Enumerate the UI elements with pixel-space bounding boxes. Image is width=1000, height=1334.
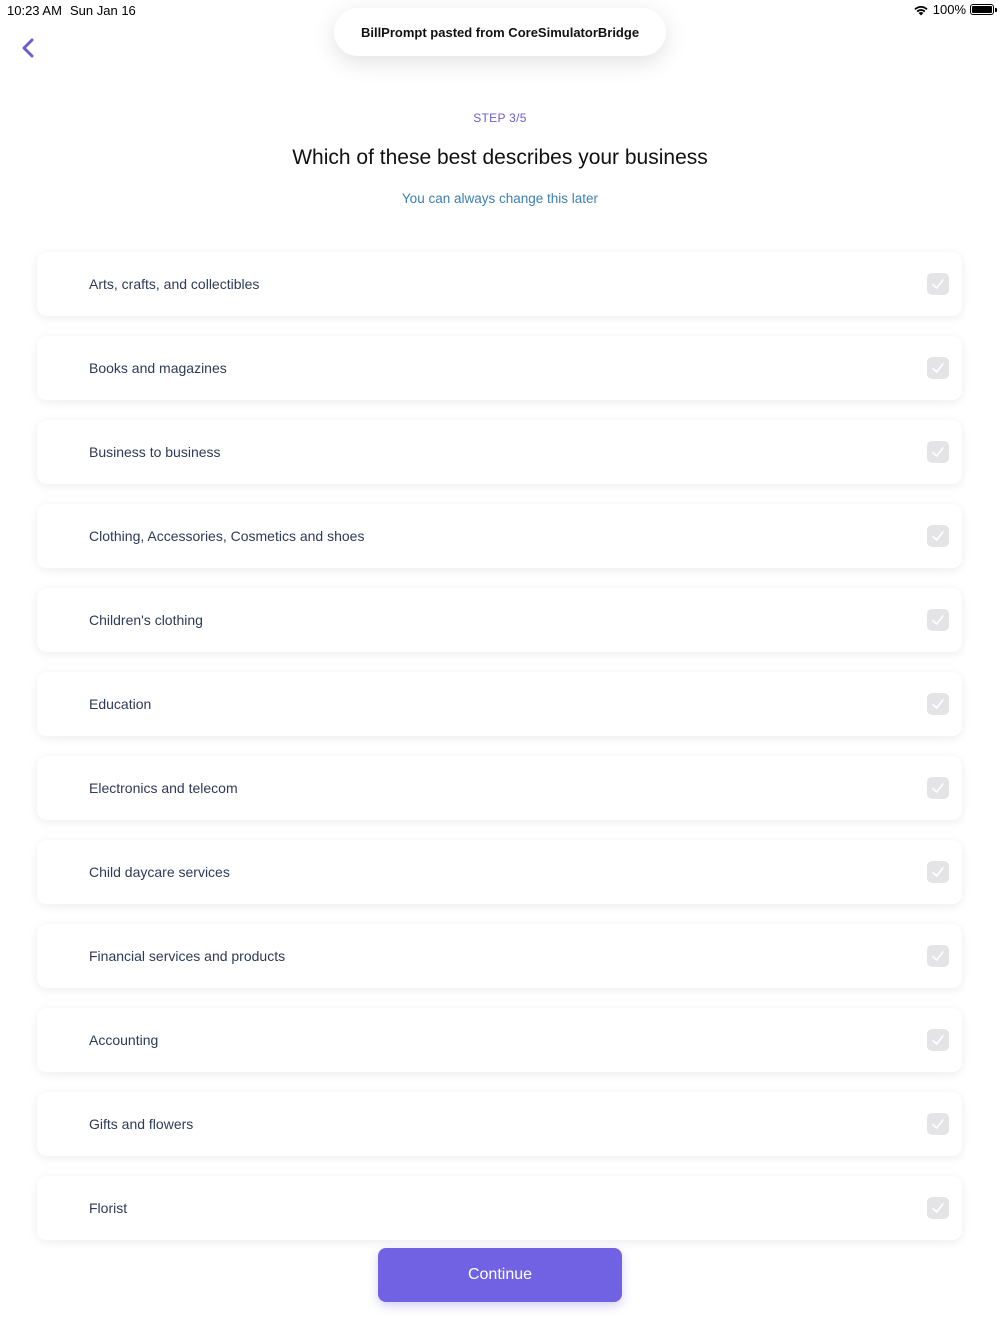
option-label: Education: [89, 696, 152, 712]
battery-icon: [970, 4, 994, 15]
page-title: Which of these best describes your business: [292, 146, 708, 169]
continue-button[interactable]: [378, 1248, 622, 1302]
checkbox-icon[interactable]: [927, 693, 949, 715]
status-time: 10:23 AM: [7, 3, 62, 18]
chevron-left-icon: [21, 38, 35, 58]
page-subtitle: You can always change this later: [401, 191, 599, 206]
checkbox-icon[interactable]: [927, 777, 949, 799]
option-item[interactable]: [37, 252, 962, 316]
checkbox-icon[interactable]: [927, 441, 949, 463]
option-item[interactable]: [37, 588, 962, 652]
option-item[interactable]: [37, 336, 962, 400]
option-label: Financial services and products: [89, 948, 286, 964]
checkbox-icon[interactable]: [927, 1113, 949, 1135]
option-label: Business to business: [89, 444, 221, 460]
paste-notification: [334, 8, 666, 56]
option-label: Clothing, Accessories, Cosmetics and shoes: [89, 528, 365, 544]
battery-percent: 100%: [932, 2, 966, 17]
status-indicators: [913, 2, 994, 17]
option-label: Electronics and telecom: [89, 780, 238, 796]
paste-notification-text: BillPrompt pasted from CoreSimulatorBridge: [360, 24, 640, 40]
checkbox-icon[interactable]: [927, 1197, 949, 1219]
checkbox-icon[interactable]: [927, 273, 949, 295]
option-label: Arts, crafts, and collectibles: [89, 276, 260, 292]
option-item[interactable]: [37, 504, 962, 568]
option-item[interactable]: [37, 1008, 962, 1072]
business-options-list: [37, 252, 962, 1260]
back-button[interactable]: [14, 34, 42, 62]
option-item[interactable]: [37, 924, 962, 988]
status-date: Sun Jan 16: [70, 3, 136, 18]
option-label: Children's clothing: [89, 612, 203, 628]
checkbox-icon[interactable]: [927, 525, 949, 547]
continue-button-label: Continue: [467, 1266, 533, 1283]
option-item[interactable]: [37, 1176, 962, 1240]
option-item[interactable]: [37, 1092, 962, 1156]
checkbox-icon[interactable]: [927, 861, 949, 883]
option-label: Accounting: [89, 1032, 159, 1048]
option-item[interactable]: [37, 840, 962, 904]
checkbox-icon[interactable]: [927, 609, 949, 631]
checkbox-icon[interactable]: [927, 945, 949, 967]
checkbox-icon[interactable]: [927, 1029, 949, 1051]
option-label: Florist: [89, 1200, 128, 1216]
option-label: Gifts and flowers: [89, 1116, 194, 1132]
option-item[interactable]: [37, 756, 962, 820]
checkbox-icon[interactable]: [927, 357, 949, 379]
option-item[interactable]: [37, 672, 962, 736]
wifi-icon: [913, 4, 929, 16]
option-item[interactable]: [37, 420, 962, 484]
option-label: Child daycare services: [89, 864, 230, 880]
step-indicator: STEP 3/5: [473, 111, 527, 125]
option-label: Books and magazines: [89, 360, 227, 376]
